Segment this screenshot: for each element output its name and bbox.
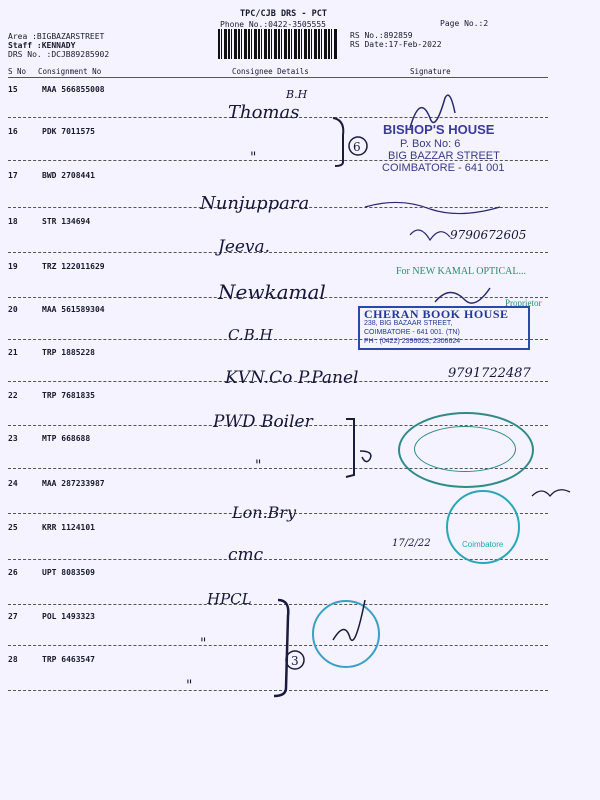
- table-row: 18 STR 134694: [8, 217, 91, 226]
- column-consignee: Consignee Details: [232, 67, 309, 76]
- bishop-stamp-box: P. Box No: 6: [400, 138, 461, 150]
- table-row: 17 BWD 2708441: [8, 171, 95, 180]
- bracket-mark: [325, 110, 375, 170]
- bishop-stamp-street: BIG BAZZAR STREET: [388, 150, 500, 162]
- signature-scribble: [325, 590, 375, 660]
- table-row: 21 TRP 1885228: [8, 348, 95, 357]
- rs-number: RS No.:892859: [350, 31, 413, 40]
- cheran-stamp-address: 238, BIG BAZAAR STREET,: [364, 320, 453, 327]
- handwritten-cmc: cmc: [228, 545, 264, 565]
- table-row: 27 POL 1493323: [8, 612, 95, 621]
- phone-number: Phone No.:0422-3505555: [220, 20, 326, 29]
- drs-number: DRS No. :DCJB89285902: [8, 50, 110, 59]
- table-row: 20 MAA 561589304: [8, 305, 105, 314]
- handwritten-thomas: Thomas: [228, 102, 300, 123]
- table-row: 24 MAA 287233987: [8, 479, 105, 488]
- handwritten-ditto: ": [200, 636, 207, 652]
- handwritten-hpcl: HPCL: [207, 590, 252, 608]
- rs-date: RS Date:17-Feb-2022: [350, 40, 442, 49]
- table-row: 22 TRP 7681835: [8, 391, 95, 400]
- handwritten-phone-1: 9790672605: [450, 228, 527, 242]
- row-rule: [8, 252, 548, 253]
- round-stamp-text: Coimbatore: [462, 540, 504, 549]
- page-number: Page No.:2: [440, 19, 489, 28]
- cheran-stamp-title: CHERAN BOOK HOUSE: [364, 307, 509, 321]
- bracket-mark: [340, 415, 385, 485]
- table-row: 19 TRZ 122011629: [8, 262, 105, 271]
- round-stamp: [446, 490, 520, 564]
- handwritten-pwd: PWD Boiler: [213, 412, 313, 432]
- table-row: 28 TRP 6463547: [8, 655, 95, 664]
- handwritten-lon: Lon.Bry: [232, 503, 297, 522]
- oval-stamp: [398, 412, 534, 488]
- bracket-count: 3: [291, 654, 299, 668]
- handwritten-ditto: ": [186, 678, 193, 694]
- handwritten-newkamal: Newkamal: [218, 280, 326, 304]
- table-row: 16 PDK 7011575: [8, 127, 95, 136]
- cheran-stamp-phone: PH : (0422) 2396623, 2306624: [364, 338, 461, 345]
- handwritten-phone-2: 9791722487: [448, 366, 531, 381]
- handwritten-kvn: KVN.Co P.Panel: [225, 368, 359, 388]
- column-consignment: Consignment No: [38, 67, 102, 76]
- handwritten-ditto: ": [250, 150, 257, 166]
- column-signature: Signature: [410, 67, 451, 76]
- bracket-mark: [260, 596, 310, 706]
- proprietor-label: Proprietor: [505, 298, 542, 308]
- handwritten-jeeva: Jeeva.: [218, 237, 271, 257]
- handwritten-bh: B.H: [286, 88, 308, 101]
- handwritten-nunjuppara: Nunjuppara: [200, 193, 310, 214]
- table-row: 25 KRR 1124101: [8, 523, 95, 532]
- oval-stamp-inner: [414, 426, 516, 472]
- table-row: 15 MAA 566855008: [8, 85, 105, 94]
- signature-scribble: [360, 195, 510, 250]
- handwritten-ditto: ": [255, 458, 262, 474]
- document-title: TPC/CJB DRS - PCT: [240, 9, 327, 19]
- handwritten-cbh: C.B.H: [228, 326, 273, 344]
- bishop-stamp-title: BISHOP'S HOUSE: [383, 122, 495, 137]
- table-row: 26 UPT 8083509: [8, 568, 95, 577]
- barcode: [218, 29, 338, 59]
- bishop-stamp-city: COIMBATORE - 641 001: [382, 162, 505, 174]
- cheran-stamp: [358, 306, 530, 350]
- new-kamal-stamp: For NEW KAMAL OPTICAL...: [396, 266, 526, 277]
- cheran-stamp-city: COIMBATORE - 641 001. (TN): [364, 329, 460, 336]
- handwritten-date: 17/2/22: [392, 538, 431, 549]
- area-label: Area :BIGBAZARSTREET: [8, 32, 105, 41]
- signature-scribble: [400, 88, 470, 138]
- staff-label: Staff :KENNADY: [8, 41, 76, 50]
- signature-scribble: [530, 482, 575, 502]
- column-sno: S No: [8, 67, 27, 76]
- table-row: 23 MTP 668688: [8, 434, 91, 443]
- bracket-count: 6: [353, 140, 361, 154]
- header-rule: [8, 77, 548, 78]
